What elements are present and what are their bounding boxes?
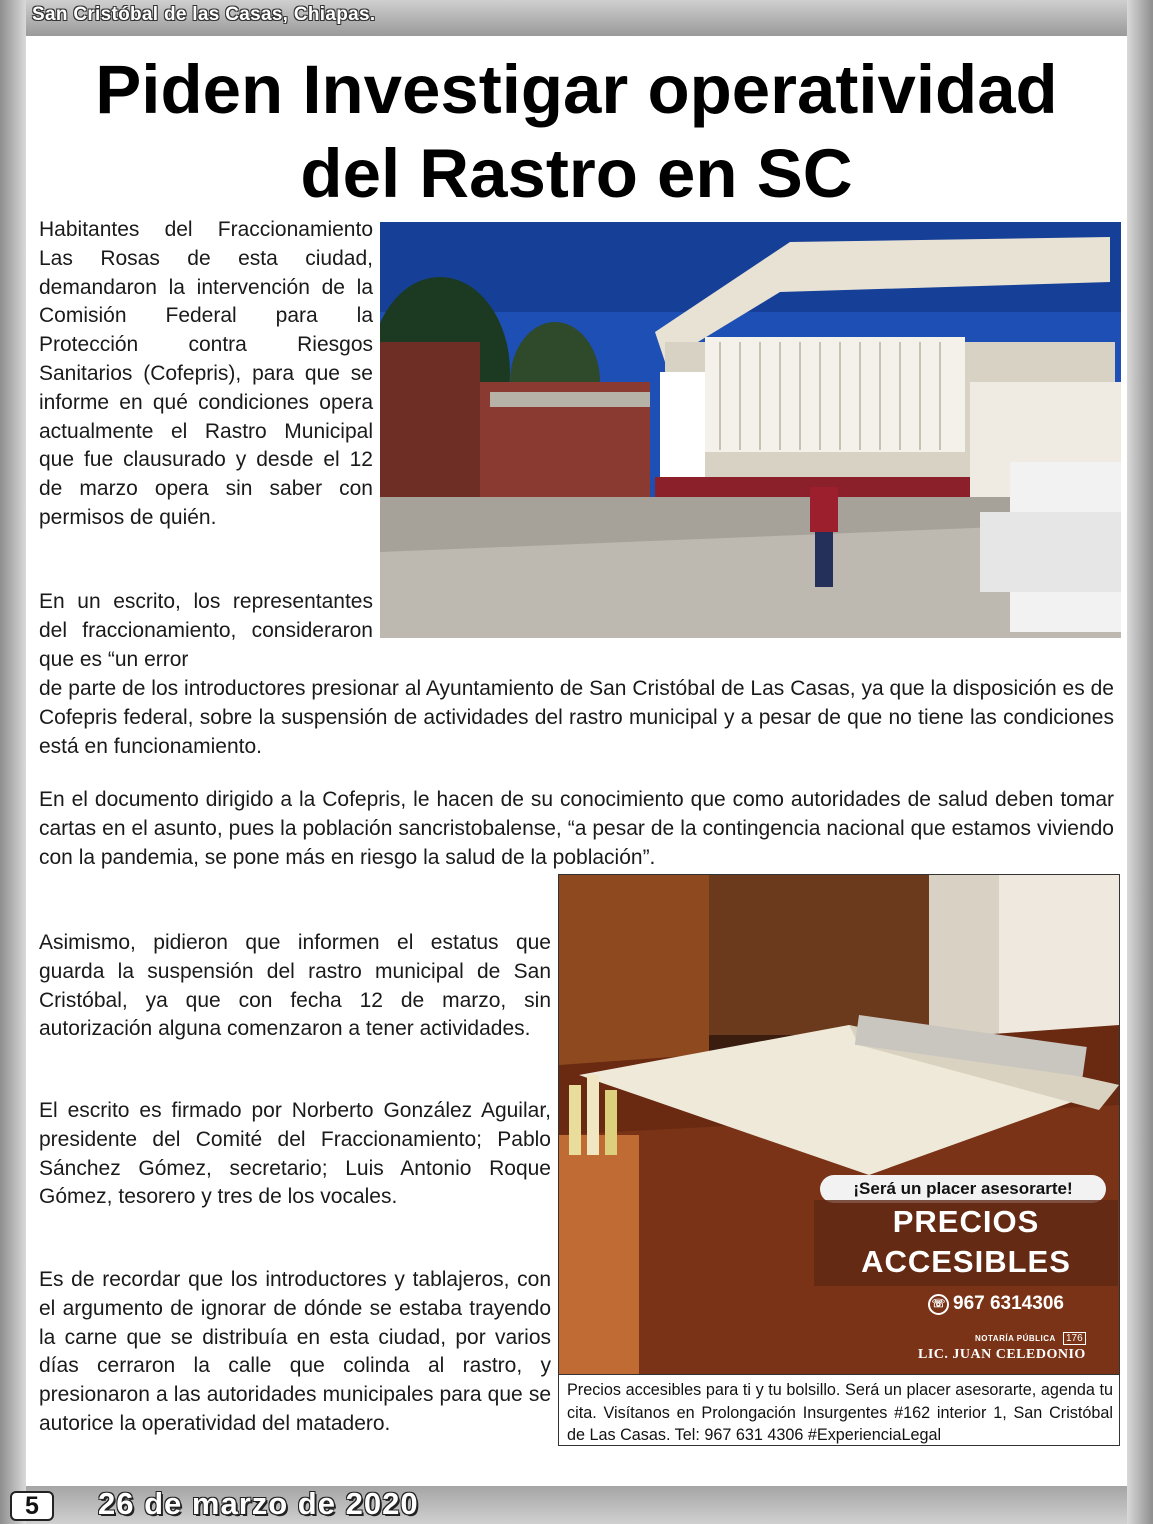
ad-notary-name: LIC. JUAN CELEDONIO <box>918 1347 1086 1362</box>
ad-notary-number: 176 <box>1063 1332 1086 1345</box>
article-paragraph: Habitantes del Fraccionamiento Las Rosas de esta ciudad, demandaron la intervención de la Comisión Federal para la Protección contra Riesgos Sanitarios (Cofepris), para que se informe en qué condiciones opera actualmente el Rastro Municipal que fue clausurado y desde el 12 de marzo opera sin saber con permisos de quién. <box>39 218 373 529</box>
issue-date: 26 de marzo de 2020 <box>98 1486 419 1521</box>
ad-tagline: ¡Será un placer asesorarte! <box>820 1175 1106 1203</box>
frame-left <box>0 0 26 1524</box>
article-paragraph: Asimismo, pidieron que informen el estatus que guarda la suspensión del rastro municipal de San Cristóbal, ya que con fecha 12 de marzo, sin autorización alguna comenzaron a tener actividades. <box>39 931 551 1041</box>
frame-right <box>1127 0 1153 1524</box>
article-paragraph: En un escrito, los representantes del fraccionamiento, consideraron que es “un error <box>39 590 373 671</box>
ad-headline-2: ACCESIBLES <box>861 1244 1071 1279</box>
phone-icon: ☏ <box>928 1294 949 1315</box>
headline-line-1: Piden Investigar operatividad <box>95 51 1058 128</box>
slaughterhouse-photo <box>380 222 1121 638</box>
ad-notary-label: NOTARÍA PÚBLICA <box>975 1334 1056 1343</box>
headline <box>30 48 1123 216</box>
ad-headline-1: PRECIOS <box>892 1204 1040 1239</box>
ad-phone-number: 967 6314306 <box>953 1293 1064 1314</box>
article-paragraph: El escrito es firmado por Norberto González Aguilar, presidente del Comité del Fraccionamiento; Pablo Sánchez Gómez, secretario; Luis Antonio Roque Gómez, tesorero y tres de los vocales. <box>39 1099 551 1209</box>
page-number: 5 <box>10 1491 54 1521</box>
ad-phone <box>928 1293 1064 1315</box>
article-paragraph: de parte de los introductores presionar al Ayuntamiento de San Cristóbal de Las Casas, ya que la disposición es de Cofepris federal, sobre la suspensión de actividades del rastro municipal y a pesar de que no tiene las condiciones está en funcionamiento. <box>39 677 1114 758</box>
article-paragraph: Es de recordar que los introductores y tablajeros, con el argumento de ignorar de dónde se estaba trayendo la carne que se distribuía en esta ciudad, por varios días cerraron la calle que colinda al rastro, y presionaron a las autoridades municipales para que se autorice la operatividad del matadero. <box>39 1268 551 1435</box>
ad-caption: Precios accesibles para ti y tu bolsillo. Será un placer asesorarte, agenda tu cita. Visítanos en Prolongación Insurgentes #162 interior 1, San Cristóbal de Las Casas. Tel: 967 631 4306 #ExperienciaLegal <box>558 1374 1120 1446</box>
headline-line-2: del Rastro en SC <box>300 135 853 212</box>
article-paragraph: En el documento dirigido a la Cofepris, le hacen de su conocimiento que como autoridades de salud deben tomar cartas en el asunto, pues la población sancristobalense, “a pesar de la contingencia nacional que estamos viviendo con la pandemia, se pone más en riesgo la salud de la población”. <box>39 788 1114 869</box>
location-label: San Cristóbal de las Casas, Chiapas. <box>32 4 376 25</box>
